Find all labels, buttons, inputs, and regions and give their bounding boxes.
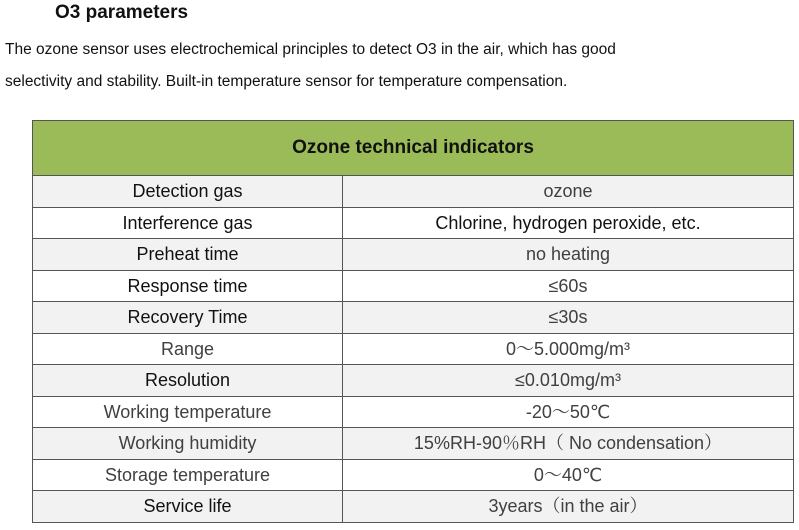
row-label: Recovery Time	[33, 302, 343, 334]
row-value: -20～50℃	[343, 396, 794, 428]
row-label: Detection gas	[33, 176, 343, 208]
ozone-spec-table	[32, 120, 794, 523]
table-row	[33, 365, 794, 397]
intro-paragraph	[5, 34, 795, 98]
table-row	[33, 176, 794, 208]
table-row	[33, 428, 794, 460]
row-label: Working temperature	[33, 396, 343, 428]
table-row	[33, 270, 794, 302]
row-value: no heating	[343, 239, 794, 271]
row-label: Range	[33, 333, 343, 365]
row-label: Interference gas	[33, 207, 343, 239]
intro-line: selectivity and stability. Built-in temperature sensor for temperature compensation.	[5, 73, 568, 90]
row-value: Chlorine, hydrogen peroxide, etc.	[343, 207, 794, 239]
row-label: Service life	[33, 491, 343, 523]
row-label: Working humidity	[33, 428, 343, 460]
table-header-row	[33, 121, 794, 176]
table-row	[33, 302, 794, 334]
row-value: 15%RH-90％RH（ No condensation）	[343, 428, 794, 460]
row-value: ≤0.010mg/m³	[343, 365, 794, 397]
row-label: Preheat time	[33, 239, 343, 271]
section-title: O3 parameters	[55, 2, 189, 23]
table-row	[33, 333, 794, 365]
table-row	[33, 459, 794, 491]
table-title: Ozone technical indicators	[33, 121, 794, 176]
intro-line: The ozone sensor uses electrochemical principles to detect O3 in the air, which has good	[5, 41, 616, 58]
table-row	[33, 396, 794, 428]
table-row	[33, 207, 794, 239]
row-value: ≤60s	[343, 270, 794, 302]
row-label: Resolution	[33, 365, 343, 397]
row-value: 0～40℃	[343, 459, 794, 491]
row-value: 3years（in the air）	[343, 491, 794, 523]
row-value: ozone	[343, 176, 794, 208]
table-row	[33, 239, 794, 271]
row-value: ≤30s	[343, 302, 794, 334]
table-row	[33, 491, 794, 523]
row-label: Response time	[33, 270, 343, 302]
row-value: 0～5.000mg/m³	[343, 333, 794, 365]
row-label: Storage temperature	[33, 459, 343, 491]
